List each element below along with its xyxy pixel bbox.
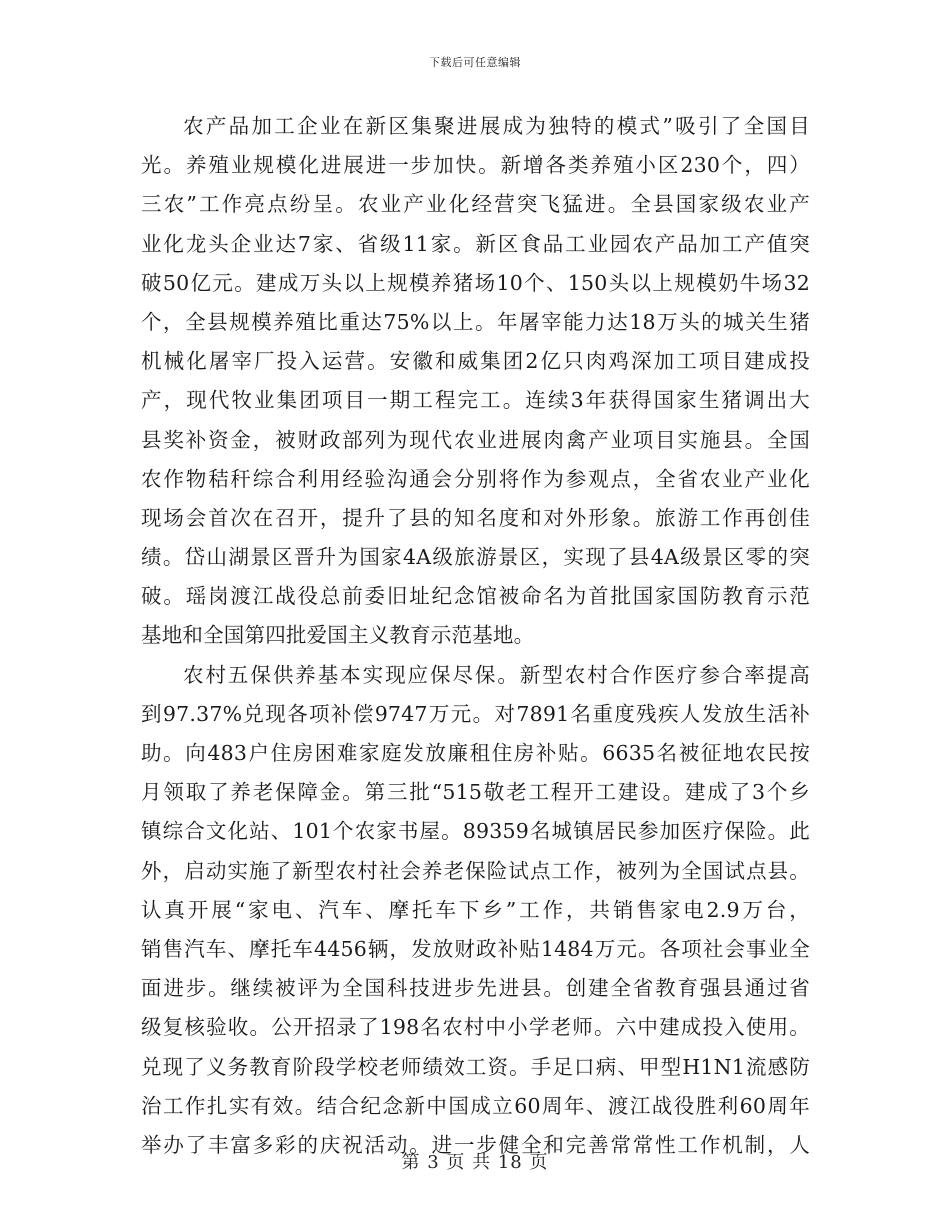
text-line: 举办了丰富多彩的庆祝活动。进一步健全和完善常常性工作机制，人 — [141, 1132, 810, 1157]
text-line: 级复核验收。公开招录了198名农村中小学老师。六中建成投入使用。 — [141, 1015, 810, 1040]
text-line: 农村五保供养基本实现应保尽保。新型农村合作医疗参合率提高 — [183, 662, 810, 687]
text-line: 县奖补资金，被财政部列为现代农业进展肉禽产业项目实施县。全国 — [141, 427, 810, 452]
text-line: 机械化屠宰厂投入运营。安徽和威集团2亿只肉鸡深加工项目建成投 — [141, 349, 810, 374]
text-line: 破50亿元。建成万头以上规模养猪场10个、150头以上规模奶牛场32 — [141, 270, 810, 295]
text-line: 产，现代牧业集团项目一期工程完工。连续3年获得国家生猪调出大 — [141, 388, 810, 413]
text-line: 现场会首次在召开，提升了县的知名度和对外形象。旅游工作再创佳 — [141, 505, 810, 530]
text-line: 农产品加工企业在新区集聚进展成为独特的模式”吸引了全国目 — [183, 114, 810, 138]
text-line: 外，启动实施了新型农村社会养老保险试点工作，被列为全国试点县。 — [141, 858, 810, 883]
text-line: 认真开展“家电、汽车、摩托车下乡”工作，共销售家电2.9万台， — [141, 897, 810, 922]
text-line: 销售汽车、摩托车4456辆，发放财政补贴1484万元。各项社会事业全 — [141, 936, 810, 961]
document-body — [141, 107, 810, 1165]
text-line: 绩。岱山湖景区晋升为国家4A级旅游景区，实现了县4A级景区零的突 — [141, 545, 810, 570]
text-line: 农作物秸秆综合利用经验沟通会分别将作为参观点，全省农业产业化 — [141, 466, 810, 491]
text-line: 面进步。继续被评为全国科技进步先进县。创建全省教育强县通过省 — [141, 976, 810, 1001]
text-line: 月领取了养老保障金。第三批“515敬老工程开工建设。建成了3个乡 — [141, 780, 810, 805]
text-line: 破。瑶岗渡江战役总前委旧址纪念馆被命名为首批国家国防教育示范 — [141, 584, 810, 609]
page-header: 下载后可任意编辑 — [429, 56, 521, 69]
text-line: 基地和全国第四批爱国主义教育示范基地。 — [141, 623, 535, 648]
text-line: 个，全县规模养殖比重达75%以上。年屠宰能力达18万头的城关生猪 — [141, 309, 810, 334]
text-line: 光。养殖业规模化进展进一步加快。新增各类养殖小区230个，四） — [141, 153, 810, 178]
page-number: 第 3 页 共 18 页 — [401, 1152, 549, 1173]
text-line: 镇综合文化站、101个农家书屋。89359名城镇居民参加医疗保险。此 — [141, 819, 810, 844]
text-line: 助。向483户住房困难家庭发放廉租住房补贴。6635名被征地农民按 — [141, 741, 810, 765]
text-line: 三农”工作亮点纷呈。农业产业化经营突飞猛进。全县国家级农业产 — [141, 192, 810, 217]
text-line: 治工作扎实有效。结合纪念新中国成立60周年、渡江战役胜利60周年 — [141, 1093, 810, 1118]
text-line: 兑现了义务教育阶段学校老师绩效工资。手足口病、甲型H1N1流感防 — [141, 1054, 810, 1079]
text-line: 到97.37%兑现各项补偿9747万元。对7891名重度残疾人发放生活补 — [141, 701, 810, 726]
text-line: 业化龙头企业达7家、省级11家。新区食品工业园农产品加工产值突 — [141, 231, 810, 256]
